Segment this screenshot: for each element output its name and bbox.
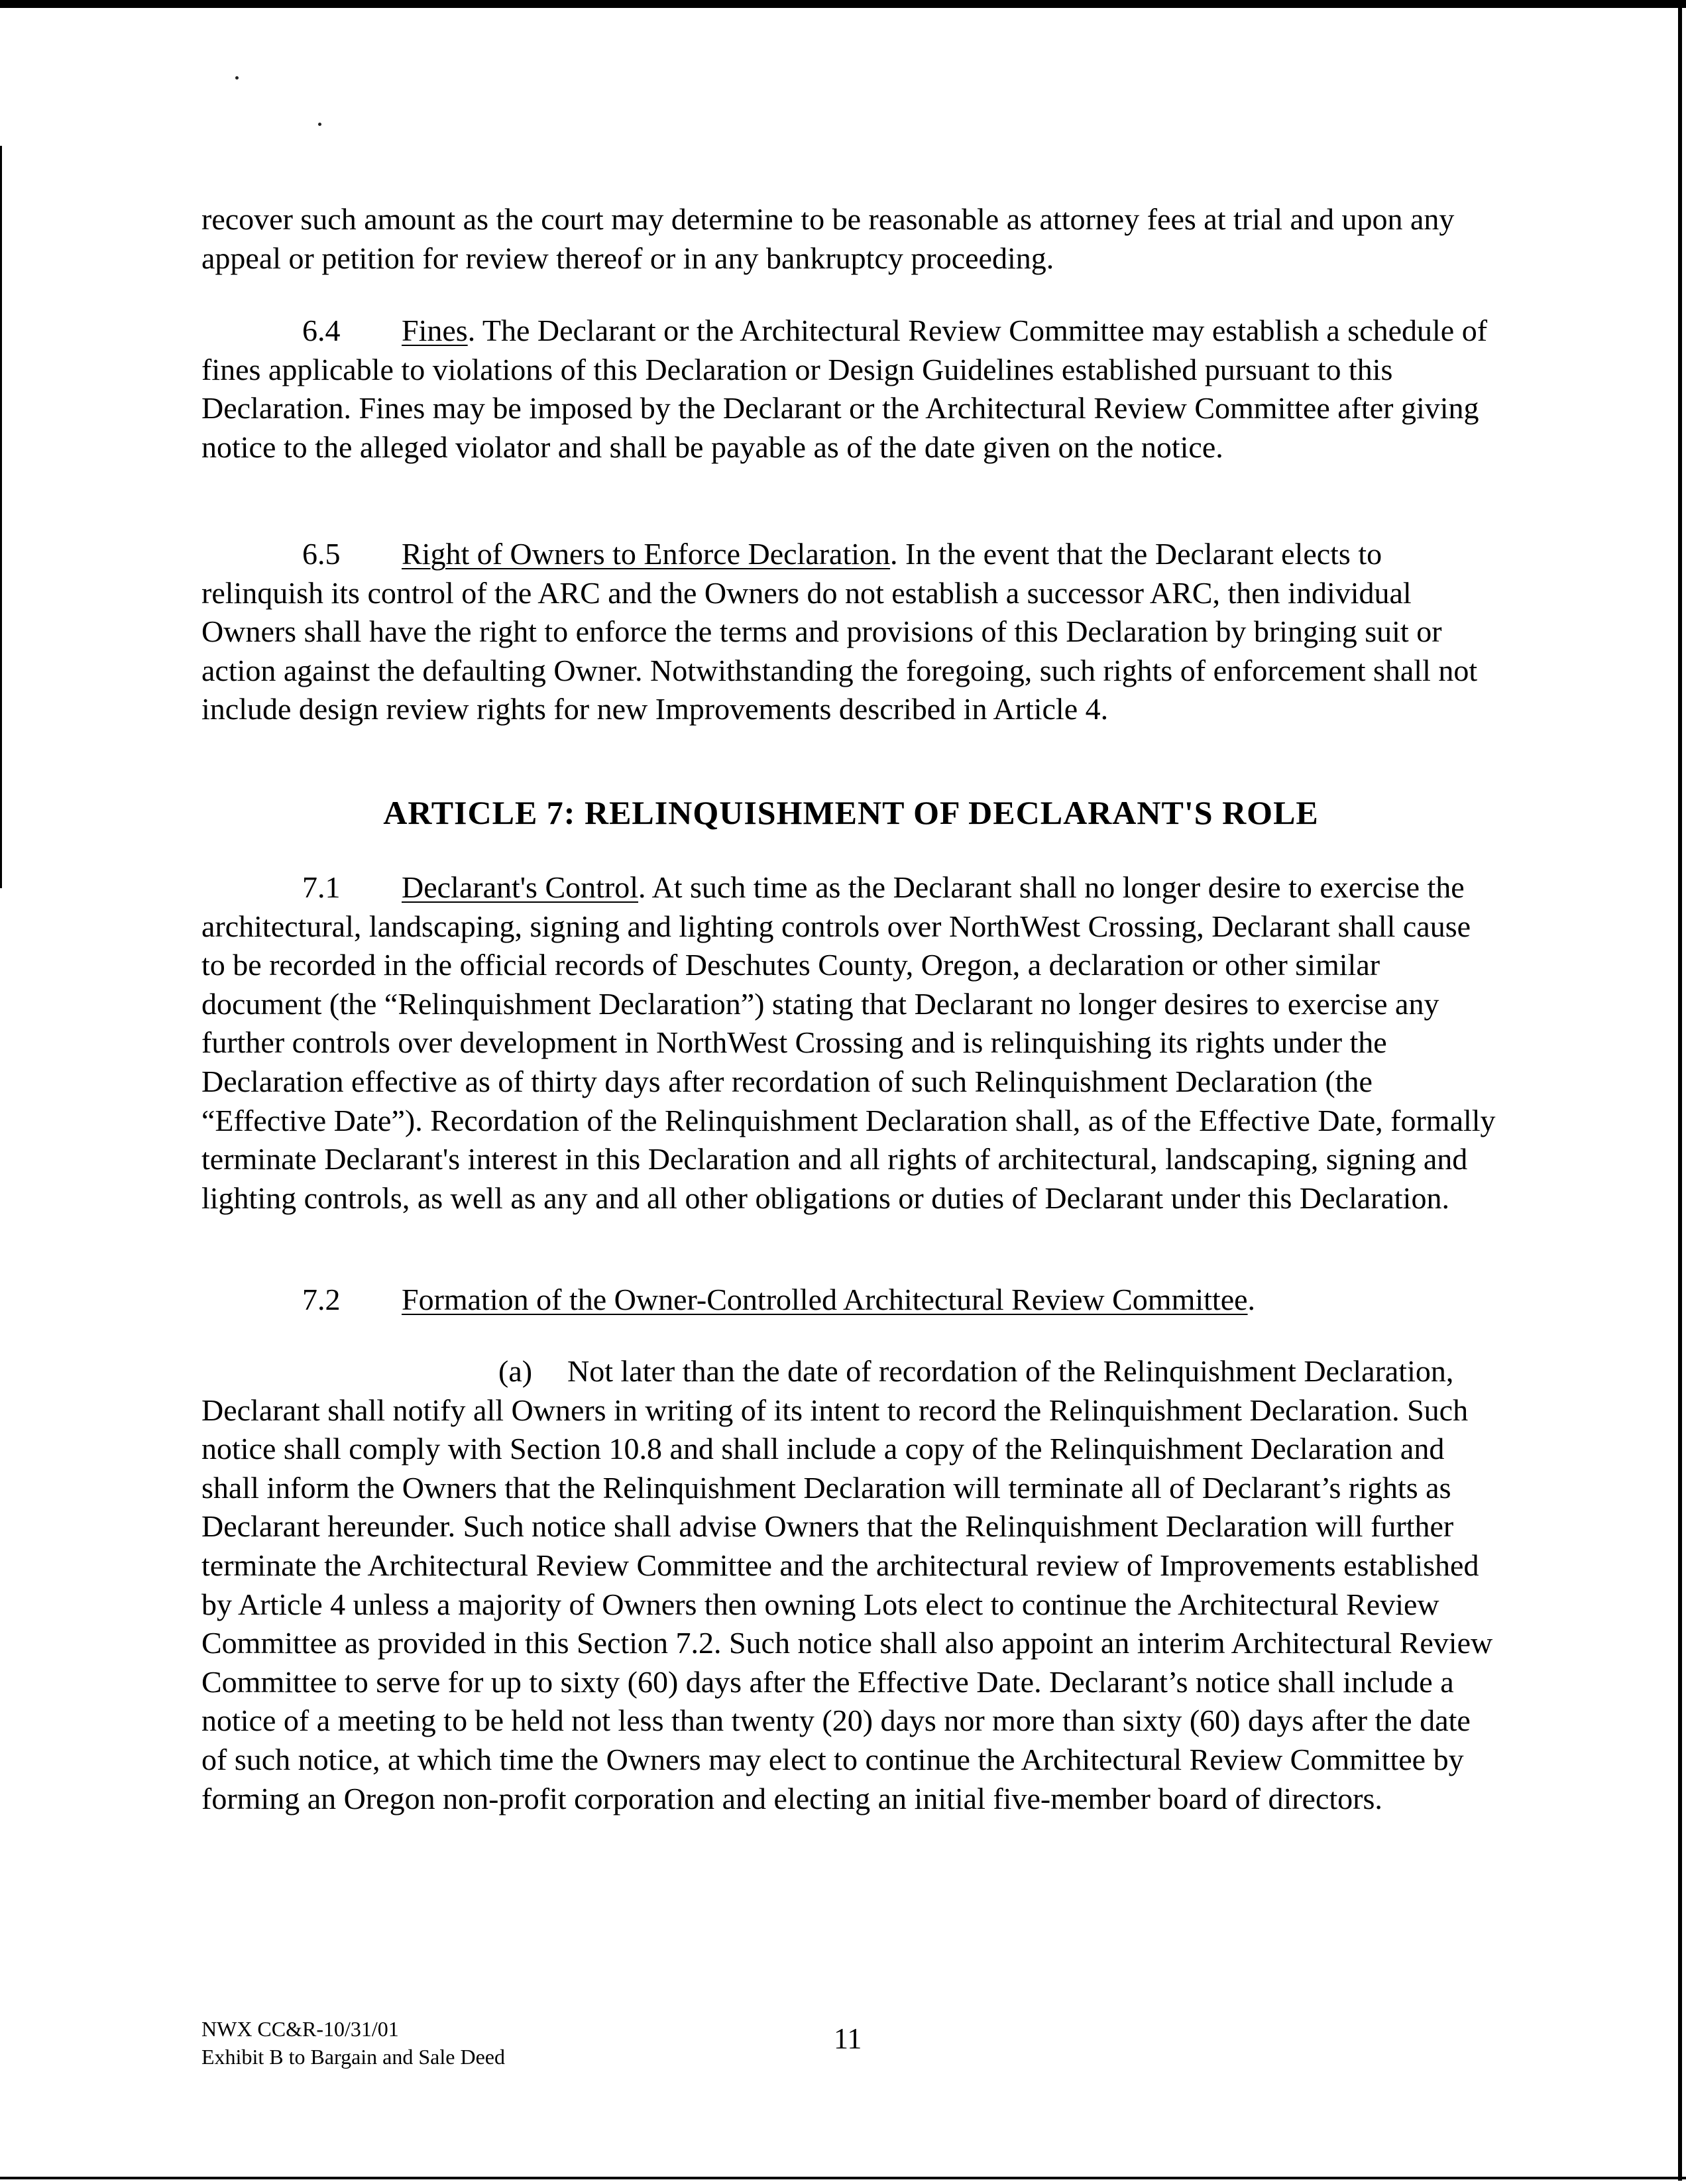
subsection-label: (a) (498, 1354, 533, 1388)
section-7-1 (201, 868, 1500, 1218)
footer-info (201, 2015, 505, 2071)
section-number: 7.1 (302, 870, 341, 904)
section-body: . At such time as the Declarant shall no longer desire to exercise the architectural, landscaping, signing and lighting controls over NorthWest Crossing, Declarant shall cause to be recorded in the official records of Deschutes County, Oregon, a declaration or other similar document (the “Relinquishment Declaration”) stating that Declarant no longer desires to exercise any further controls over development in NorthWest Crossing and is relinquishing its rights under the Declaration effective as of thirty days after recordation of such Relinquishment Declaration (the “Effective Date”). Recordation of the Relinquishment Declaration shall, as of the Effective Date, formally terminate Declarant's interest in this Declaration and all rights of architectural, landscaping, signing and lighting controls, as well as any and all other obligations or duties of Declarant under this Declaration. (201, 870, 1496, 1215)
scan-border-top (0, 0, 1686, 8)
scan-speck (318, 123, 321, 126)
section-number: 7.2 (302, 1283, 341, 1316)
continuation-paragraph: recover such amount as the court may determine to be reasonable as attorney fees at trial and upon any appeal or petition for review thereof or in any bankruptcy proceeding. (201, 202, 1455, 275)
page-number: 11 (834, 2022, 862, 2055)
scan-border-left (0, 146, 2, 888)
section-body: . In the event that the Declarant elects to relinquish its control of the ARC and the Owners do not establish a successor ARC, then individual Owners shall have the right to enforce the terms and provisions of this Declaration by bringing suit or action against the defaulting Owner. Notwithstanding the foregoing, such rights of enforcement shall not include design review rights for new Improvements described in Article 4. (201, 537, 1478, 726)
section-title: Right of Owners to Enforce Declaration (402, 537, 891, 571)
subsection-7-2-a (201, 1352, 1500, 1818)
section-body: . The Declarant or the Architectural Review Committee may establish a schedule of fines applicable to violations of this Declaration or Design Guidelines established pursuant to this Declaration. Fines may be imposed by the Declarant or the Architectural Review Committee after giving notice to the alleged violator and shall be payable as of the date given on the notice. (201, 314, 1488, 464)
section-7-2 (201, 1281, 1500, 1320)
section-number: 6.5 (302, 537, 341, 571)
subsection-body: Not later than the date of recordation of the Relinquishment Declaration, Declarant shall notify all Owners in writing of its intent to record the Relinquishment Declaration. Such notice shall comply with Section 10.8 and shall include a copy of the Relinquishment Declaration and shall inform the Owners that the Relinquishment Declaration will terminate all of Declarant’s rights as Declarant hereunder. Such notice shall advise Owners that the Relinquishment Declaration will further terminate the Architectural Review Committee and the architectural review of Improvements established by Article 4 unless a majority of Owners then owning Lots elect to continue the Architectural Review Committee as provided in this Section 7.2. Such notice shall also appoint an interim Architectural Review Committee to serve for up to sixty (60) days after the Effective Date. Declarant’s notice shall include a notice of a meeting to be held not less than twenty (20) days nor more than sixty (60) days after the date of such notice, at which time the Owners may elect to continue the Architectural Review Committee by forming an Oregon non-profit corporation and electing an initial five-member board of directors. (201, 1354, 1493, 1815)
scan-border-bottom (0, 2177, 1686, 2179)
scan-border-right (1678, 0, 1682, 2181)
section-title: Declarant's Control (402, 870, 639, 904)
article-heading: ARTICLE 7: RELINQUISHMENT OF DECLARANT'S ROLE (383, 794, 1319, 831)
section-body: . (1247, 1283, 1256, 1316)
section-number: 6.4 (302, 314, 341, 347)
section-title: Fines (402, 314, 468, 347)
footer-exhibit: Exhibit B to Bargain and Sale Deed (201, 2045, 505, 2069)
section-6-5 (201, 535, 1500, 729)
scan-speck (235, 76, 239, 80)
section-6-4 (201, 312, 1500, 467)
footer-doc-id: NWX CC&R-10/31/01 (201, 2017, 399, 2041)
section-title: Formation of the Owner-Controlled Architectural Review Committee (402, 1283, 1248, 1316)
